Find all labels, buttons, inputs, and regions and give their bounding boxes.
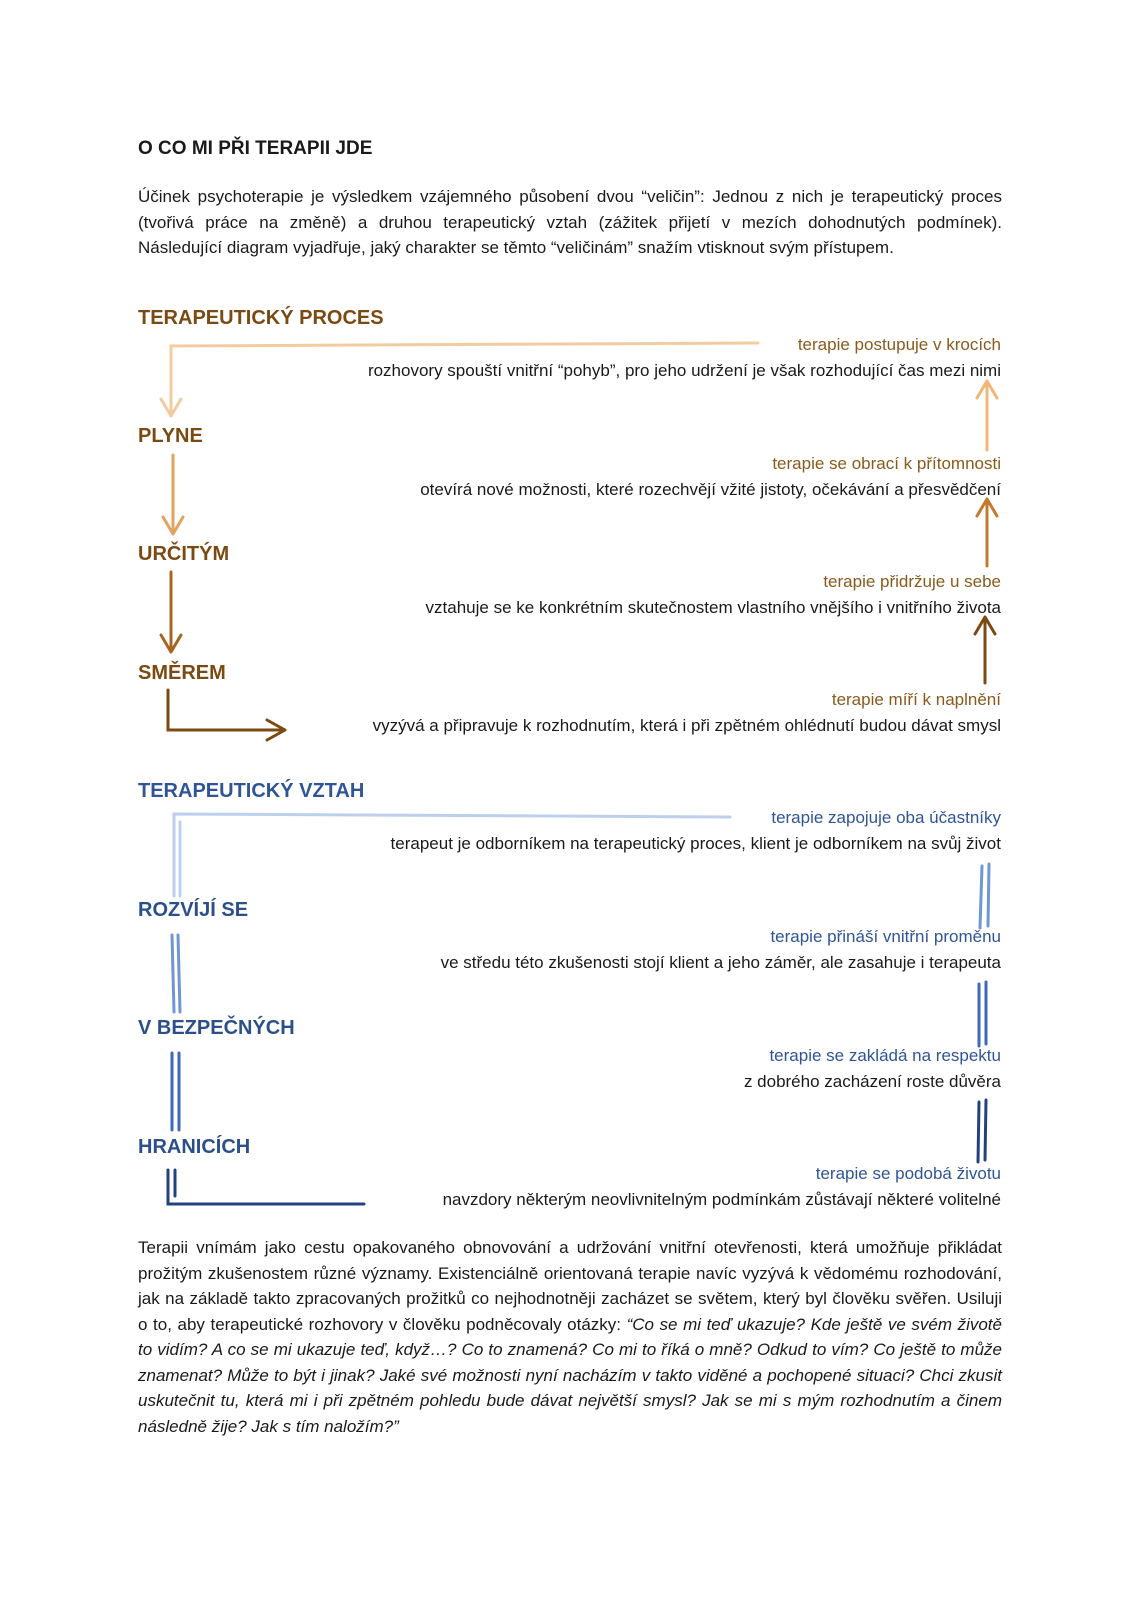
process-hint-3: terapie přidržuje u sebe bbox=[823, 572, 1001, 591]
process-hint-2: terapie se obrací k přítomnosti bbox=[772, 454, 1001, 473]
process-word-3: SMĚREM bbox=[138, 662, 226, 684]
process-text-1: rozhovory spouští vnitřní “pohyb”, pro jeho udržení je však rozhodující čas mezi nimi bbox=[367, 361, 1001, 380]
relation-right-pair-1a bbox=[980, 866, 982, 928]
relation-hint-3: terapie se zakládá na respektu bbox=[769, 1046, 1001, 1065]
relation-text-1: terapeut je odborníkem na terapeutický proces, klient je odborníkem na svůj život bbox=[390, 834, 1001, 853]
relation-top-bracket-a bbox=[174, 814, 730, 896]
relation-word-2: V BEZPEČNÝCH bbox=[138, 1017, 295, 1039]
closing-text: Terapii vnímám jako cestu opakovaného obnovování a udržování vnitřní otevřenosti, která umožňuje přikládat prožitým zkušenostem různé významy. Existenciálně orientovaná terapie navíc vyzývá k vědomému rozhodování, jak na základě takto zpracovaných prožitků co nejhodnotněji zacházet se světem, který byl člověku svěřen. Usiluji o to, aby terapeutické rozhovory v člověku podněcovaly otázky: bbox=[138, 1238, 1002, 1334]
process-right-arrowhead-2 bbox=[977, 499, 997, 516]
process-text-2: otevírá nové možnosti, které rozechvějí vžité jistoty, očekávání a přesvědčení bbox=[420, 480, 1001, 499]
relation-text-3: z dobrého zacházení roste důvěra bbox=[743, 1072, 1001, 1091]
relation-hint-2: terapie přináší vnitřní proměnu bbox=[770, 927, 1001, 946]
relation-right-pair-3b bbox=[985, 1100, 986, 1160]
process-text-4: vyzývá a připravuje k rozhodnutím, která i při zpětném ohlédnutí budou dávat smysl bbox=[372, 716, 1001, 735]
relation-right-pair-3a bbox=[978, 1102, 979, 1162]
process-word-2: URČITÝM bbox=[138, 543, 230, 565]
relation-hint-4: terapie se podobá životu bbox=[815, 1164, 1001, 1183]
page-title: O CO MI PŘI TERAPII JDE bbox=[138, 138, 373, 159]
process-arrowhead-2 bbox=[163, 517, 183, 534]
process-arrowhead-1 bbox=[161, 399, 181, 416]
relation-heading: TERAPEUTICKÝ VZTAH bbox=[138, 780, 365, 802]
process-right-arrowhead-1 bbox=[977, 381, 997, 398]
relation-right-pair-1b bbox=[988, 864, 989, 926]
relation-word-1: ROZVÍJÍ SE bbox=[138, 899, 249, 921]
relation-left-pair-2b bbox=[178, 935, 180, 1012]
process-text-3: vztahuje se ke konkrétním skutečnostem vlastního vnějšího i vnitřního života bbox=[425, 598, 1001, 617]
process-arrowhead-4 bbox=[267, 720, 285, 740]
relation-left-pair-2a bbox=[172, 935, 174, 1012]
process-hint-1: terapie postupuje v krocích bbox=[797, 335, 1001, 354]
process-hint-4: terapie míří k naplnění bbox=[831, 690, 1001, 709]
relation-hint-1: terapie zapojuje oba účastníky bbox=[771, 808, 1001, 827]
process-heading: TERAPEUTICKÝ PROCES bbox=[138, 307, 384, 329]
relation-bottom-bracket-a bbox=[168, 1170, 364, 1204]
process-word-1: PLYNE bbox=[138, 425, 203, 447]
relation-word-3: HRANICÍCH bbox=[138, 1136, 251, 1158]
process-bottom-bracket bbox=[168, 690, 284, 730]
intro-paragraph: Účinek psychoterapie je výsledkem vzájemného působení dvou “veličin”: Jednou z nich je terapeutický proces (tvořivá práce na změně) a druhou terapeutický vztah (zážitek přijetí v mezích dohodnutých podmínek). Následující diagram vyjadřuje, jaký charakter se těmto “veličinám” snažím vtisknout svým přístupem. bbox=[138, 187, 1002, 257]
process-arrowhead-3 bbox=[161, 635, 181, 652]
relation-text-4: navzdory některým neovlivnitelným podmínkám zůstávají některé volitelné bbox=[442, 1190, 1001, 1209]
process-right-arrowhead-3 bbox=[975, 617, 995, 634]
closing-paragraph bbox=[138, 1235, 1002, 1439]
relation-text-2: ve středu této zkušenosti stojí klient a jeho záměr, ale zasahuje i terapeuta bbox=[440, 953, 1001, 972]
closing-quote: “Co se mi teď ukazuje? Kde ještě ve svém životě to vidím? A co se mi ukazuje teď, když…? Co to znamená? Co mi to říká o mně? Odkud to vím? Co ještě to může znamenat? Může to být i jinak? Jaké své možnosti nyní nacházím v takto viděné a pochopené situaci? Chci zkusit uskutečnit tu, která mi i při zpětném pohledu bude dávat největší smysl? Jak se mi s mým rozhodnutím a činem následně žije? Jak s tím naložím?” bbox=[138, 1314, 1002, 1436]
